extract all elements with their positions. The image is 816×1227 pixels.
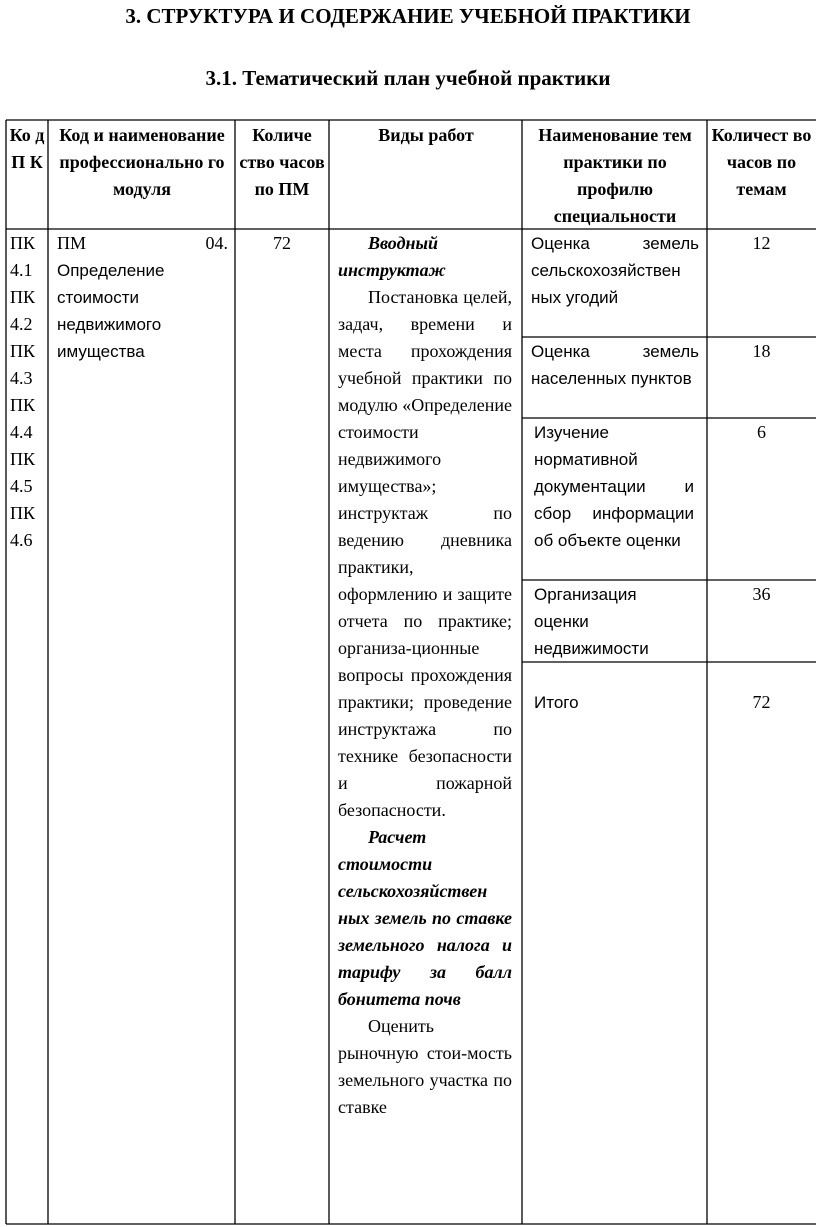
module-name: Определение стоимости недвижимого имущества <box>57 261 165 361</box>
calc-title: Расчет стоимости сельскохозяйствен ных земель по ставке земельного налога и тарифу за балл бонитета почв <box>338 827 512 1009</box>
topic-4: Организация оценки недвижимости <box>534 585 649 658</box>
header-hours-pm: Количе ство часов по ПМ <box>239 125 325 199</box>
topic-3: Изучение нормативной документации и сбор информации об объекте оценки <box>534 423 694 550</box>
intro-text: Постановка целей, задач, времени и места прохождения учебной практики по модулю «Определение стоимости недвижимого имущества»; инструктаж по ведению дневника практики, оформлению и защите отчета по практике; организа-ционные вопросы прохождения практики; проведение инструктажа по технике безопасности и пожарной безопасности. <box>338 287 512 820</box>
total-hours: 72 <box>752 692 771 712</box>
header-hours-topics: Количест во часов по темам <box>711 125 812 199</box>
header-module: Код и наименование профессионально го модуля <box>59 125 225 199</box>
topic-4-hours: 36 <box>752 584 771 604</box>
topic-2-hours: 18 <box>752 341 771 361</box>
topic-1: Оценка земель сельскохозяйствен ных угодий <box>531 234 699 307</box>
intro-title: Вводный инструктаж <box>338 233 446 280</box>
competency-codes: ПК 4.1 ПК 4.2 ПК 4.3 ПК 4.4 ПК 4.5 ПК 4.6 <box>10 233 36 550</box>
topic-3-hours: 6 <box>757 422 766 442</box>
header-work-types: Виды работ <box>378 125 474 145</box>
module-code: ПМ 04. <box>57 233 228 253</box>
header-topics: Наименование тем практики по профилю специальности <box>538 125 692 226</box>
topic-2: Оценка земель населенных пунктов <box>531 342 699 388</box>
work-description <box>338 230 512 1121</box>
calc-text: Оценить рыночную стои-мость земельного участка по ставке <box>338 1016 512 1117</box>
hours-pm: 72 <box>273 233 291 253</box>
subsection-title: 3.1. Тематический план учебной практики <box>205 66 611 90</box>
total-label: Итого <box>534 693 579 712</box>
section-title: 3. СТРУКТУРА И СОДЕРЖАНИЕ УЧЕБНОЙ ПРАКТИКИ <box>125 4 691 28</box>
header-code-pk: Ко д П К <box>9 125 45 172</box>
topic-1-hours: 12 <box>752 233 771 253</box>
